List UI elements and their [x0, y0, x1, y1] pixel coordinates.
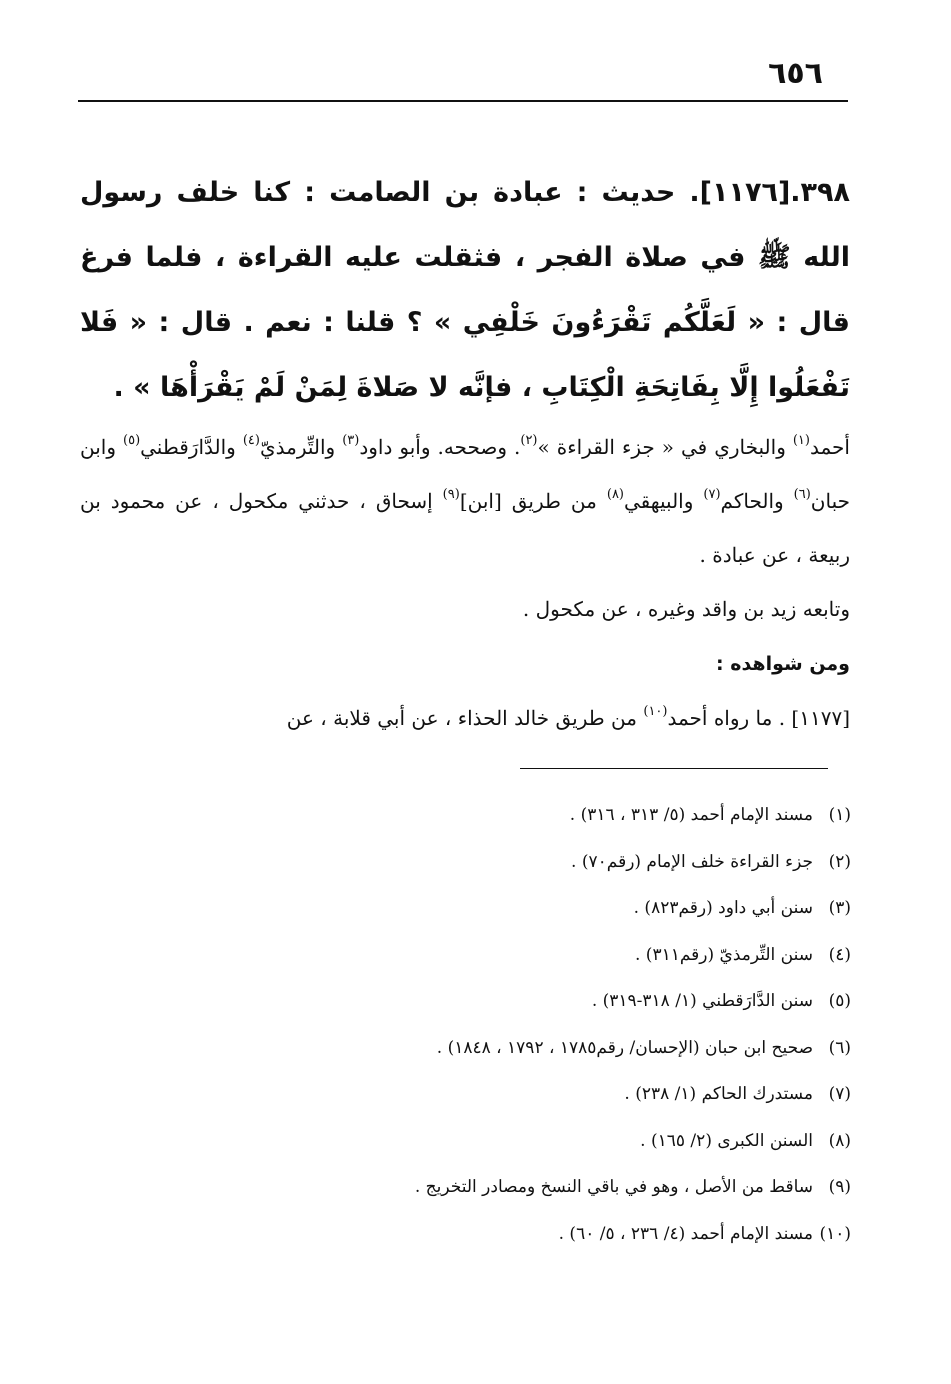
takhrij-text: والبخاري في « جزء القراءة »	[537, 435, 793, 459]
takhrij-text: وابن حبان	[80, 435, 850, 513]
takhrij-text: والدَّارَقطني	[140, 435, 243, 459]
follow-up-paragraph: وتابعه زيد بن واقد وغيره ، عن مكحول .	[522, 597, 850, 621]
takhrij-text: والبيهقي	[624, 489, 704, 513]
footnote-ref[interactable]: (٣)	[342, 433, 360, 448]
footnote-number: (٧)	[828, 1084, 851, 1104]
footnote-number: (١٠)	[819, 1223, 851, 1244]
footnote-text: مسند الإمام أحمد (٤/ ٢٣٦ ، ٥/ ٦٠) .	[558, 1223, 813, 1244]
takhrij-text: والتِّرمذيّ	[259, 435, 343, 459]
takhrij-text: من طريق [ابن]	[459, 489, 607, 513]
footnotes-list	[211, 792, 851, 1257]
footnote-text: مستدرك الحاكم (١/ ٢٣٨) .	[624, 1084, 813, 1104]
hadith-line-4: إِلَّا بِفَاتِحَةِ الْكِتَابِ ، فإنَّه لا صَلاةَ لِمَنْ لَمْ يَقْرَأْهَا » .	[113, 372, 759, 403]
footnote-number: (٩)	[828, 1177, 851, 1197]
header-rule	[78, 100, 848, 102]
footnote-text: سنن الدَّارَقطني (١/ ٣١٨-٣١٩) .	[591, 991, 813, 1011]
footnote-text: صحيح ابن حبان (الإحسان/ رقم١٧٨٥ ، ١٧٩٢ ، ١٨٤٨) .	[436, 1037, 813, 1058]
footnote-ref[interactable]: (٢)	[520, 433, 538, 448]
hadith-line-1: .[١١٧٦]. حديث : عبادة بن الصامت : كنا خلف رسول الله	[80, 177, 851, 273]
footnote-item	[211, 932, 851, 979]
footnote-number: (٦)	[828, 1037, 851, 1058]
footnote-ref[interactable]: (١٠)	[643, 704, 668, 719]
footnote-number: (٤)	[828, 944, 851, 965]
footnote-rule	[520, 768, 828, 769]
footnote-item	[211, 839, 851, 886]
footnote-ref[interactable]: (٦)	[793, 487, 811, 502]
footnote-item	[211, 1025, 851, 1072]
footnote-item	[211, 792, 851, 839]
next-hadith-paragraph	[80, 691, 850, 745]
footnote-item	[211, 885, 851, 932]
hadith-text	[80, 160, 850, 420]
hadith-line-3: « لَعَلَّكُم تَقْرَءُونَ خَلْفِي » ؟ قلنا : نعم . قال : « فَلا تَفْعَلُوا	[80, 307, 850, 403]
page-number: ٦٥٦	[768, 56, 823, 91]
takhrij-paragraph	[80, 420, 850, 582]
footnote-ref[interactable]: (٥)	[123, 433, 141, 448]
footnote-number: (١)	[828, 805, 851, 825]
next-hadith-text: [١١٧٧] . ما رواه أحمد	[667, 706, 850, 730]
takhrij-text: أحمد	[809, 435, 850, 459]
footnote-ref[interactable]: (٧)	[703, 487, 721, 502]
footnote-text: جزء القراءة خلف الإمام (رقم٧٠) .	[571, 851, 813, 872]
takhrij-text: إسحاق ، حدثني مكحول ، عن محمود بن ربيعة ، عن عبادة .	[80, 489, 850, 567]
footnote-number: (٥)	[828, 991, 851, 1011]
footnote-text: مسند الإمام أحمد (٥/ ٣١٣ ، ٣١٦) .	[569, 805, 813, 825]
footnote-ref[interactable]: (٩)	[442, 487, 460, 502]
hadith-line-2: ﷺ في صلاة الفجر ، فثقلت عليه القراءة ، فلما فرغ قال :	[80, 242, 850, 338]
next-hadith-text: من طريق خالد الحذاء ، عن أبي قلابة ، عن	[286, 706, 644, 730]
footnote-item	[211, 1211, 851, 1258]
footnote-text: سنن التِّرمذيّ (رقم٣١١) .	[634, 944, 813, 965]
shawahid-line	[80, 636, 850, 691]
shawahid-heading: ومن شواهده :	[716, 653, 850, 675]
footnote-item	[211, 1071, 851, 1118]
footnote-ref[interactable]: (٤)	[242, 433, 260, 448]
takhrij-text: والحاكم	[720, 489, 794, 513]
footnote-text: السنن الكبرى (٢/ ١٦٥) .	[640, 1130, 813, 1151]
main-text	[80, 160, 850, 745]
hadith-number: ٣٩٨	[800, 177, 850, 208]
footnote-ref[interactable]: (١)	[792, 433, 810, 448]
footnote-number: (٣)	[828, 898, 851, 918]
footnote-item	[211, 1118, 851, 1165]
footnote-number: (٨)	[828, 1130, 851, 1151]
footnote-item	[211, 1164, 851, 1211]
takhrij-text: . وصححه. وأبو داود	[359, 435, 521, 459]
footnote-number: (٢)	[828, 851, 851, 872]
footnote-item	[211, 978, 851, 1025]
footnote-text: سنن أبي داود (رقم٨٢٣) .	[633, 898, 813, 918]
footnote-text: ساقط من الأصل ، وهو في باقي النسخ ومصادر التخريج .	[414, 1177, 813, 1197]
footnote-ref[interactable]: (٨)	[606, 487, 624, 502]
